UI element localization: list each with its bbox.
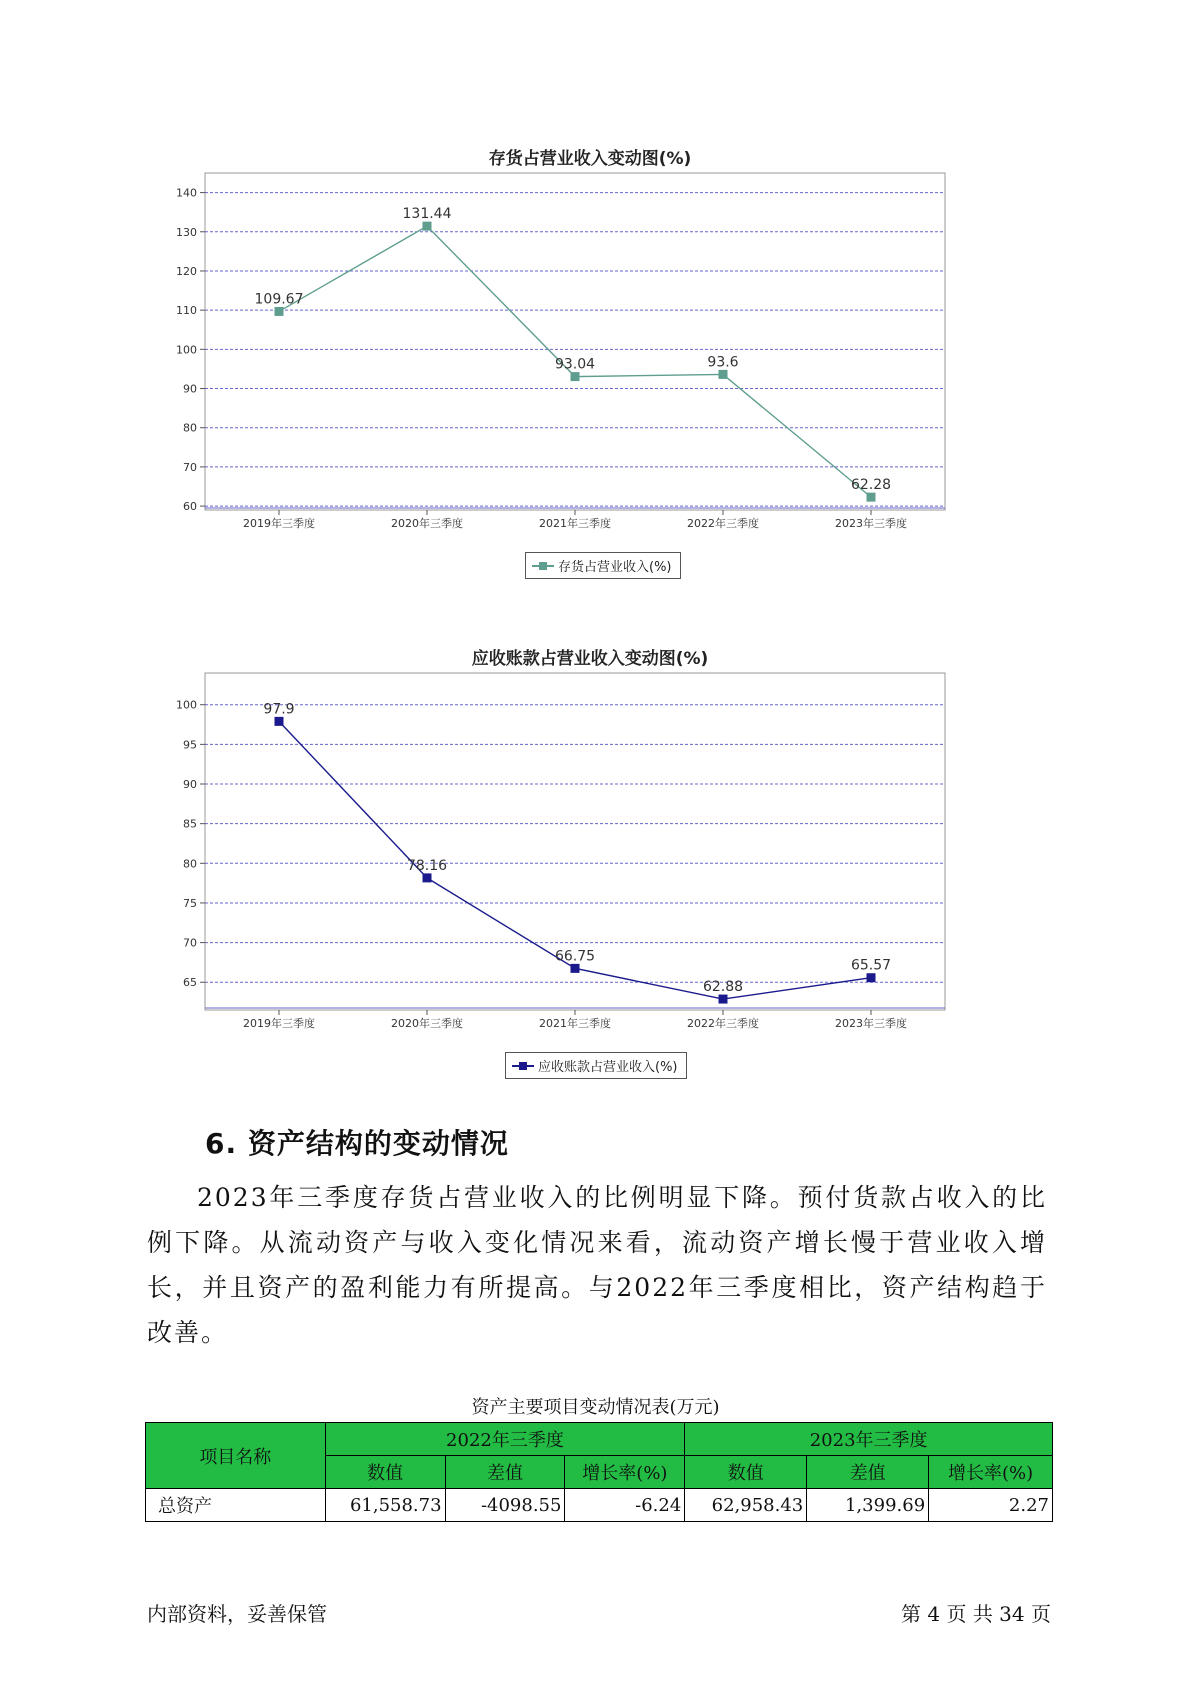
chart-legend	[525, 552, 681, 579]
table-caption: 资产主要项目变动情况表(万元)	[471, 1397, 720, 1418]
header-item-name: 项目名称	[146, 1423, 326, 1489]
y-tick-label: 95	[183, 738, 197, 752]
x-tick-label: 2021年三季度	[539, 1017, 611, 1030]
footer-confidential: 内部资料，妥善保管	[147, 1602, 327, 1626]
data-label: 131.44	[402, 206, 452, 223]
cell-diff-2023: 1,399.69	[807, 1489, 929, 1522]
chart-title: 应收账款占营业收入变动图(%)	[471, 649, 709, 669]
data-label: 93.04	[554, 356, 596, 373]
receivables-line-chart	[150, 665, 1030, 1045]
header-period-2023: 2023年三季度	[685, 1423, 1053, 1456]
row-name: 总资产	[146, 1489, 326, 1522]
x-tick-label: 2020年三季度	[391, 1017, 463, 1030]
data-label: 78.16	[406, 857, 448, 874]
x-tick-label: 2023年三季度	[835, 1017, 907, 1030]
body-paragraph: 2023年三季度存货占营业收入的比例明显下降。预付货款占收入的比例下降。从流动资产与收入变化情况来看，流动资产增长慢于营业收入增长，并且资产的盈利能力有所提高。与2022年三季度相比，资产结构趋于改善。	[147, 1183, 1047, 1347]
subheader-growth: 增长率(%)	[929, 1456, 1053, 1489]
y-tick-label: 100	[176, 698, 197, 712]
subheader-growth: 增长率(%)	[565, 1456, 685, 1489]
subheader-diff: 差值	[445, 1456, 565, 1489]
footer-page-number: 第 4 页 共 34 页	[901, 1602, 1051, 1626]
data-label: 97.9	[263, 701, 295, 718]
x-tick-label: 2022年三季度	[687, 517, 759, 530]
data-point	[423, 873, 432, 882]
x-tick-label: 2019年三季度	[243, 1017, 315, 1030]
y-tick-label: 75	[183, 896, 197, 910]
data-point	[571, 372, 580, 381]
asset-change-table	[145, 1422, 1053, 1522]
x-tick-label: 2020年三季度	[391, 517, 463, 530]
data-point	[719, 995, 728, 1004]
data-point	[275, 307, 284, 316]
y-tick-label: 70	[183, 936, 197, 950]
subheader-diff: 差值	[807, 1456, 929, 1489]
receivables-chart	[150, 640, 1030, 1080]
y-tick-label: 85	[183, 817, 197, 831]
cell-growth-2022: -6.24	[565, 1489, 685, 1522]
data-point	[867, 973, 876, 982]
data-label: 93.6	[707, 354, 739, 371]
plot-area	[205, 173, 945, 510]
data-label: 62.88	[702, 979, 744, 996]
cell-diff-2022: -4098.55	[445, 1489, 565, 1522]
chart-title: 存货占营业收入变动图(%)	[488, 149, 692, 169]
data-label: 109.67	[254, 291, 304, 308]
y-tick-label: 120	[176, 264, 197, 278]
data-point	[423, 222, 432, 231]
y-tick-label: 100	[176, 343, 197, 357]
x-tick-label: 2022年三季度	[687, 1017, 759, 1030]
table-row	[146, 1489, 1053, 1522]
section-heading: 6. 资产结构的变动情况	[205, 1127, 509, 1160]
header-period-2022: 2022年三季度	[325, 1423, 685, 1456]
x-tick-label: 2019年三季度	[243, 517, 315, 530]
cell-value-2022: 61,558.73	[325, 1489, 445, 1522]
y-tick-label: 90	[183, 382, 197, 396]
cell-value-2023: 62,958.43	[685, 1489, 807, 1522]
y-tick-label: 110	[176, 304, 197, 318]
inventory-line-chart	[150, 165, 1030, 545]
y-tick-label: 90	[183, 778, 197, 792]
y-tick-label: 60	[183, 500, 197, 514]
legend-swatch-icon	[512, 1061, 534, 1071]
subheader-value: 数值	[685, 1456, 807, 1489]
data-label: 65.57	[850, 957, 892, 974]
data-label: 66.75	[554, 948, 596, 965]
data-point	[571, 964, 580, 973]
legend-label: 存货占营业收入(%)	[558, 560, 672, 575]
legend-swatch-icon	[532, 561, 554, 571]
y-tick-label: 140	[176, 186, 197, 200]
y-tick-label: 65	[183, 976, 197, 990]
subheader-value: 数值	[325, 1456, 445, 1489]
x-tick-label: 2023年三季度	[835, 517, 907, 530]
cell-growth-2023: 2.27	[929, 1489, 1053, 1522]
y-tick-label: 130	[176, 225, 197, 239]
y-tick-label: 80	[183, 421, 197, 435]
data-point	[867, 493, 876, 502]
chart-legend	[505, 1052, 687, 1079]
data-point	[275, 717, 284, 726]
data-point	[719, 370, 728, 379]
y-tick-label: 70	[183, 460, 197, 474]
legend-label: 应收账款占营业收入(%)	[538, 1060, 678, 1075]
data-label: 62.28	[850, 477, 892, 494]
y-tick-label: 80	[183, 857, 197, 871]
inventory-chart	[150, 140, 1030, 575]
x-tick-label: 2021年三季度	[539, 517, 611, 530]
